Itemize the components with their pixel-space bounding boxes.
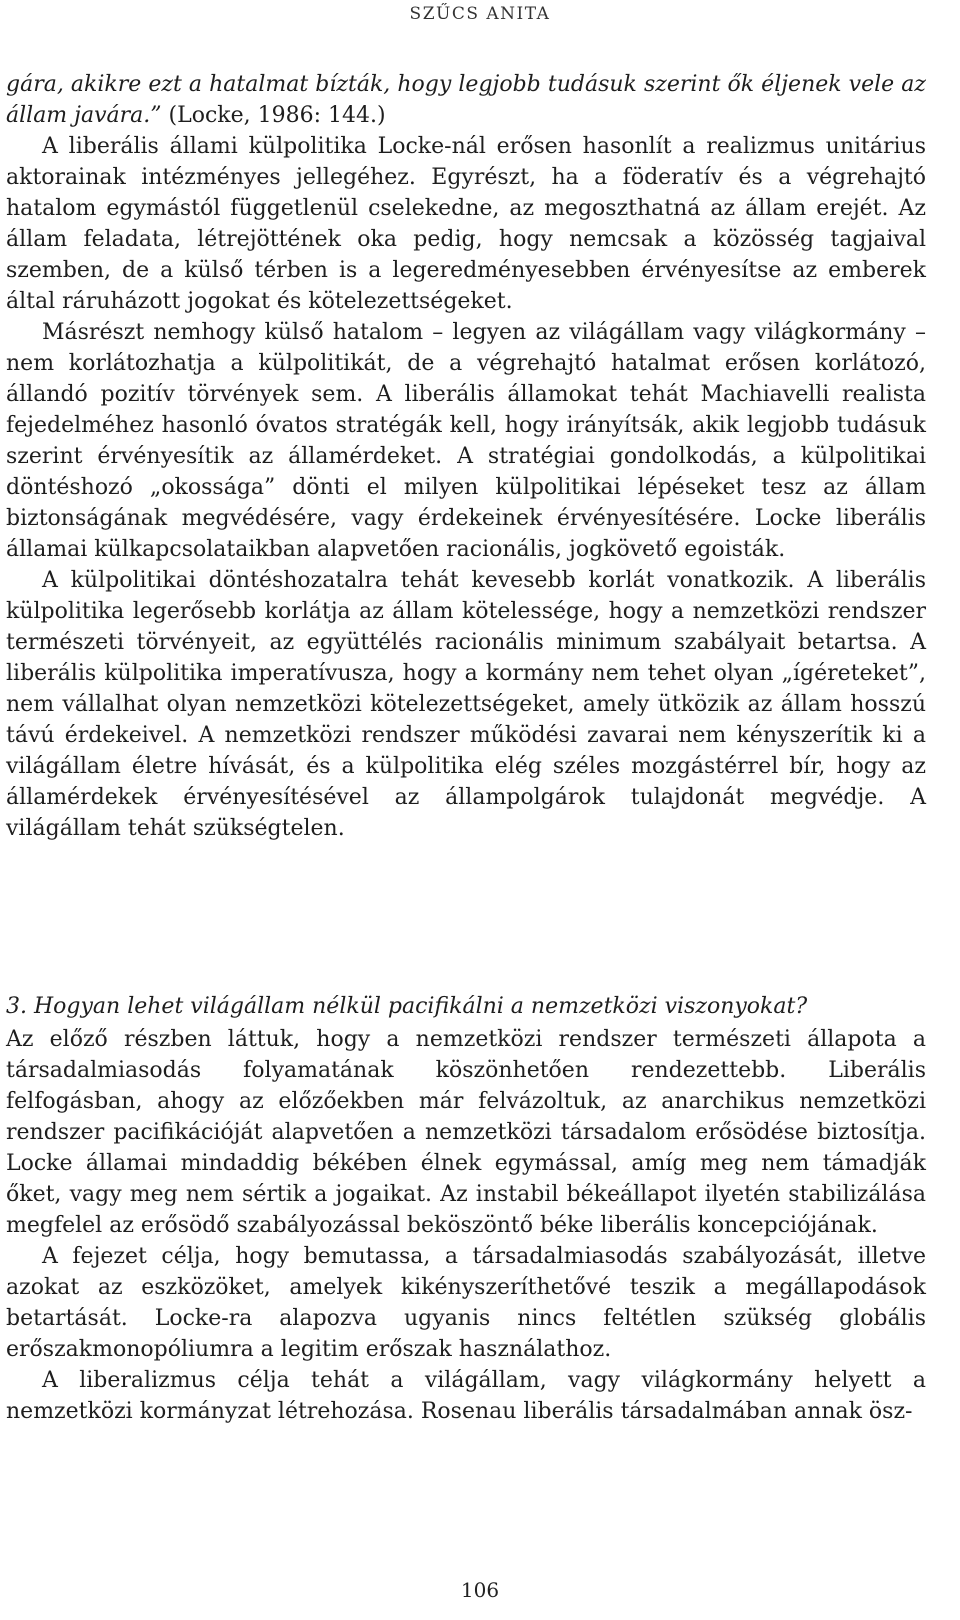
body-text bbox=[6, 69, 926, 844]
paragraph-1: A liberális állami külpolitika Locke-nál erősen hasonlít a realizmus unitárius aktorainak intézményes jellegéhez. Egyrészt, ha a föderatív és a végrehajtó hatalom egymástól függetlenül cselekedne, az megoszthatná az állam erejét. Az állam feladata, létrejöttének oka pedig, hogy nemcsak a közösség tagjaival szemben, de a külső térben is a legeredményesebben érvényesítse az emberek által ráruházott jogokat és kötelezettségeket. bbox=[6, 134, 926, 314]
section-heading: 3. Hogyan lehet világállam nélkül pacifikálni a nemzetközi viszonyokat? bbox=[6, 994, 808, 1019]
quote-citation: (Locke, 1986: 144.) bbox=[161, 103, 386, 128]
paragraph-2: Másrészt nemhogy külső hatalom – legyen az világállam vagy világkormány – nem korlátozhatja a külpolitikát, de a végrehajtó hatalmat erősen korlátozó, állandó pozitív törvények sem. A liberális államokat tehát Machiavelli realista fejedelméhez hasonló óvatos stratégák kell, hogy irányítsák, akik legjobb tudásuk szerint érvényesítik az államérdeket. A stratégiai gondolkodás, a külpolitikai döntéshozó „okossága” dönti el milyen külpolitikai lépéseket tesz az állam biztonságának megvédésére, vagy érdekeinek érvényesítésére. Locke liberális államai külkapcsolataikban alapvetően racionális, jogkövető egoisták. bbox=[6, 320, 926, 562]
paragraph-6: A liberalizmus célja tehát a világállam, vagy világkormány helyett a nemzetközi kormányzat létrehozása. Rosenau liberális társadalmában annak ösz- bbox=[6, 1368, 926, 1424]
paragraph-4: Az előző részben láttuk, hogy a nemzetközi rendszer természeti állapota a társadalmiasodás folyamatának köszönhetően rendezettebb. Liberális felfogásban, ahogy az előzőekben már felvázoltuk, az anarchikus nemzetközi rendszer pacifikációját alapvetően a nemzetközi társadalom erősödése biztosítja. Locke államai mindaddig békében élnek egymással, amíg meg nem támadják őket, vagy meg nem sértik a jogaikat. Az instabil békeállapot ilyetén stabilizálása megfelel az erősödő szabályozással beköszöntő béke liberális koncepciójának. bbox=[6, 1027, 926, 1238]
paragraph-3: A külpolitikai döntéshozatalra tehát kevesebb korlát vonatkozik. A liberális külpolitika legerősebb korlátja az állam kötelessége, hogy a nemzetközi rendszer természeti törvényeit, az együttélés racionális minimum szabályait betartsa. A liberális külpolitika imperatívusza, hogy a kormány nem tehet olyan „ígéreteket”, nem vállalhat olyan nemzetközi kötelezettségeket, amely ütközik az állam hosszú távú érdekeivel. A nemzetközi rendszer működési zavarai nem kényszerítik ki a világállam életre hívását, és a külpolitika elég széles mozgástérrel bír, hogy az államérdekek érvényesítésével az állampolgárok tulajdonát megvédje. A világállam tehát szükségtelen. bbox=[6, 568, 926, 841]
quote-text: gára, akikre ezt a hatalmat bízták, hogy legjobb tudásuk szerint ők éljenek vele az állam javára.” bbox=[6, 72, 926, 128]
section-text bbox=[6, 1024, 926, 1427]
page-number: 106 bbox=[460, 1578, 500, 1602]
running-head: SZŰCS ANITA bbox=[409, 4, 551, 24]
paragraph-5: A fejezet célja, hogy bemutassa, a társadalmiasodás szabályozását, illetve azokat az eszközöket, amelyek kikényszeríthetővé teszik a megállapodások betartását. Locke-ra alapozva ugyanis nincs feltétlen szükség globális erőszakmonopóliumra a legitim erőszak használathoz. bbox=[6, 1244, 926, 1362]
quote-paragraph bbox=[6, 69, 926, 131]
